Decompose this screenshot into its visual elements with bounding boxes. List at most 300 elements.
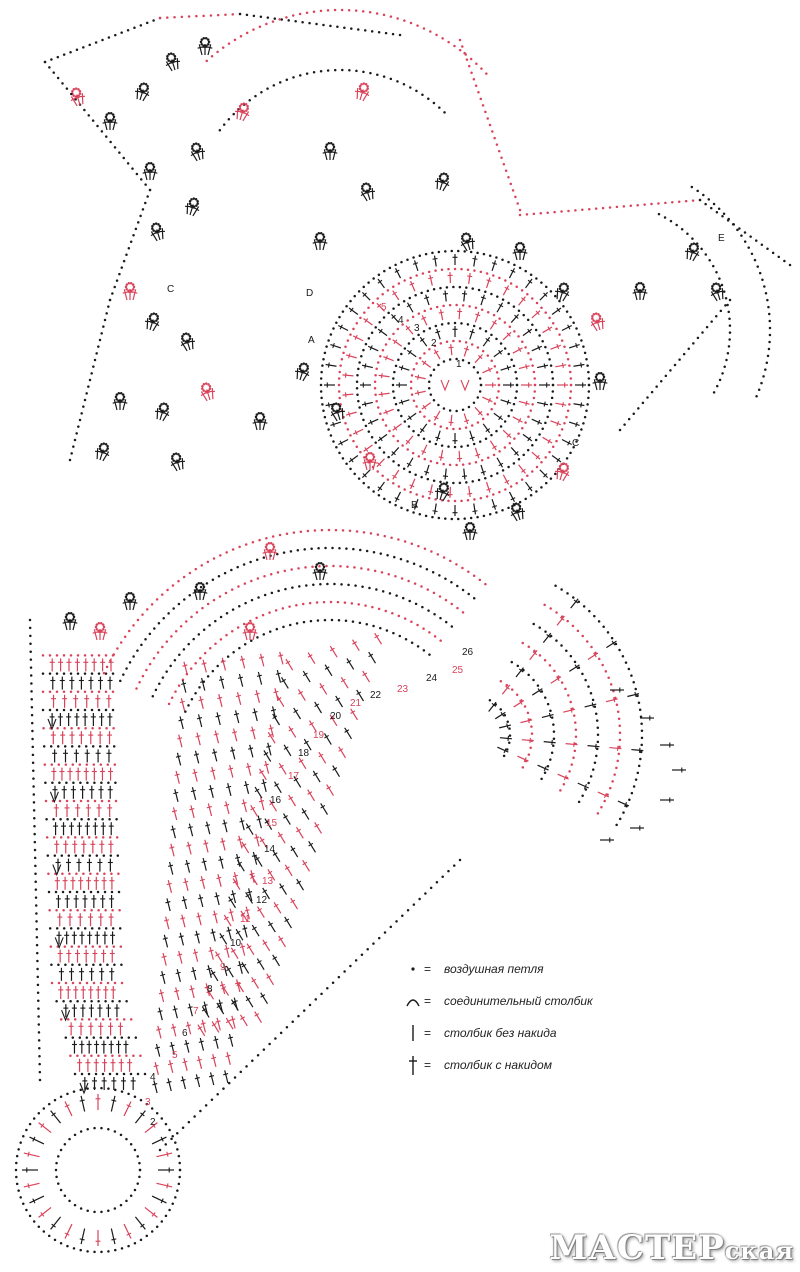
chain-stitch xyxy=(559,287,562,290)
double-crochet-stitch xyxy=(198,1056,201,1069)
double-crochet-bar xyxy=(228,768,233,769)
watermark-logo xyxy=(550,1228,794,1268)
chain-stitch xyxy=(59,800,62,803)
chain-stitch xyxy=(65,1036,68,1039)
chain-stitch xyxy=(295,604,298,607)
chain-stitch xyxy=(449,409,452,412)
chain-stitch xyxy=(400,507,403,510)
double-crochet-bar xyxy=(191,790,196,791)
chain-stitch xyxy=(413,903,416,906)
chain-stitch xyxy=(335,529,338,532)
chain-stitch xyxy=(100,982,103,985)
double-crochet-bar xyxy=(202,592,207,593)
legend-equals: = xyxy=(424,962,432,976)
chain-stitch xyxy=(449,358,452,361)
chain-stitch xyxy=(178,684,181,687)
row-number-label: 4 xyxy=(398,315,404,326)
chain-stitch xyxy=(363,183,366,186)
chain-stitch xyxy=(669,369,672,372)
chain-stitch xyxy=(54,1099,57,1102)
chain-stitch xyxy=(96,854,99,857)
chain-stitch xyxy=(510,409,513,412)
double-crochet-bar xyxy=(278,655,283,656)
double-crochet-stitch xyxy=(550,421,560,425)
chain-stitch xyxy=(530,409,533,412)
chain-stitch xyxy=(107,1128,110,1131)
chain-stitch xyxy=(544,659,547,662)
chain-stitch xyxy=(376,12,379,15)
chain-stitch xyxy=(443,407,446,410)
chain-stitch xyxy=(492,493,495,496)
chain-stitch xyxy=(664,216,667,219)
double-crochet-stitch xyxy=(255,787,262,798)
double-crochet-stitch xyxy=(193,967,196,980)
double-crochet-stitch xyxy=(199,44,202,55)
chain-stitch xyxy=(395,403,398,406)
chain-stitch xyxy=(725,359,728,362)
chain-stitch xyxy=(100,1211,103,1214)
chain-stitch xyxy=(412,511,415,514)
chain-stitch xyxy=(74,439,77,442)
chain-stitch xyxy=(91,727,94,730)
chain-stitch xyxy=(131,167,134,170)
chain-stitch xyxy=(198,633,201,636)
chain-stitch xyxy=(98,709,101,712)
double-crochet-stitch xyxy=(606,699,618,702)
chain-stitch xyxy=(314,529,317,532)
chain-stitch xyxy=(34,880,37,883)
double-crochet-bar xyxy=(172,811,177,812)
double-crochet-stitch xyxy=(277,696,284,707)
chain-stitch xyxy=(635,778,638,781)
chain-stitch xyxy=(253,15,256,18)
chain-stitch xyxy=(445,621,448,624)
double-crochet-stitch xyxy=(221,676,224,689)
chain-stitch xyxy=(517,665,520,668)
chain-stitch xyxy=(74,1204,77,1207)
double-crochet-stitch xyxy=(399,400,409,403)
chain-stitch xyxy=(95,628,98,631)
double-crochet-stitch xyxy=(280,652,283,665)
double-crochet-bar xyxy=(382,373,383,378)
chain-stitch xyxy=(758,388,761,391)
chain-stitch xyxy=(486,272,489,275)
double-crochet-bar xyxy=(132,292,137,293)
double-crochet-stitch xyxy=(210,785,213,798)
chain-stitch xyxy=(139,215,142,218)
double-crochet-stitch xyxy=(175,789,178,802)
double-crochet-stitch xyxy=(437,488,438,499)
chain-stitch xyxy=(642,283,645,286)
chain-stitch xyxy=(490,408,493,411)
chain-stitch xyxy=(65,982,68,985)
chain-stitch xyxy=(417,434,420,437)
chain-stitch xyxy=(568,364,571,367)
chain-stitch xyxy=(555,639,558,642)
chain-stitch xyxy=(387,478,390,481)
chain-stitch xyxy=(548,451,551,454)
chain-stitch xyxy=(356,393,359,396)
chain-stitch xyxy=(105,691,108,694)
double-crochet-stitch xyxy=(368,419,378,423)
chain-stitch xyxy=(151,603,154,606)
chain-stitch xyxy=(44,61,47,64)
chain-stitch xyxy=(516,384,519,387)
chain-stitch xyxy=(128,630,131,633)
row-number-label: 10 xyxy=(230,938,242,949)
chain-stitch xyxy=(125,253,128,256)
chain-stitch xyxy=(60,836,63,839)
chain-stitch xyxy=(134,1189,137,1192)
double-crochet-bar xyxy=(163,938,168,939)
chain-stitch xyxy=(412,338,415,341)
chain-stitch xyxy=(118,273,121,276)
chain-stitch xyxy=(114,1036,117,1039)
chain-stitch xyxy=(725,297,728,300)
double-crochet-stitch xyxy=(481,465,484,475)
double-crochet-stitch xyxy=(201,876,204,889)
double-crochet-bar xyxy=(481,471,486,473)
chain-stitch xyxy=(115,800,118,803)
chain-stitch xyxy=(353,566,356,569)
chain-stitch xyxy=(156,598,159,601)
chain-stitch xyxy=(602,625,605,628)
chain-stitch xyxy=(623,205,626,208)
chain-stitch xyxy=(353,295,356,298)
chain-stitch xyxy=(496,396,499,399)
chain-stitch xyxy=(62,1000,65,1003)
chain-stitch xyxy=(357,28,360,31)
chain-stitch xyxy=(35,904,38,907)
double-crochet-stitch xyxy=(274,902,281,913)
double-crochet-bar xyxy=(481,297,486,299)
chain-stitch xyxy=(410,381,413,384)
chain-stitch xyxy=(603,800,606,803)
double-crochet-stitch xyxy=(124,289,127,300)
increase-stitch xyxy=(461,380,469,390)
double-crochet-bar xyxy=(233,875,238,876)
chain-stitch xyxy=(268,611,271,614)
double-crochet-stitch xyxy=(435,256,437,267)
double-crochet-stitch xyxy=(212,929,215,942)
double-crochet-bar xyxy=(433,511,438,512)
chain-stitch xyxy=(55,1162,58,1165)
chain-stitch xyxy=(515,286,518,289)
double-crochet-stitch xyxy=(239,674,242,687)
chain-stitch xyxy=(211,1099,214,1102)
chain-stitch xyxy=(123,396,126,399)
chain-stitch xyxy=(381,474,384,477)
chain-stitch xyxy=(638,282,641,285)
chain-stitch xyxy=(478,289,481,292)
double-crochet-stitch xyxy=(97,448,98,459)
chain-stitch xyxy=(378,31,381,34)
chain-stitch xyxy=(462,463,465,466)
double-crochet-bar xyxy=(182,1061,187,1062)
chain-stitch xyxy=(410,387,413,390)
chain-stitch xyxy=(124,635,127,638)
double-crochet-bar xyxy=(243,632,248,633)
chain-stitch xyxy=(114,782,117,785)
chain-stitch xyxy=(138,681,141,684)
chain-stitch xyxy=(630,205,633,208)
chain-stitch xyxy=(462,359,465,362)
chain-stitch xyxy=(566,310,569,313)
chain-stitch xyxy=(430,887,433,890)
chain-stitch xyxy=(453,864,456,867)
chain-stitch xyxy=(263,575,266,578)
double-crochet-bar xyxy=(255,693,260,694)
chain-stitch xyxy=(118,909,121,912)
chain-stitch xyxy=(74,836,77,839)
chain-stitch xyxy=(299,367,302,370)
double-crochet-stitch xyxy=(252,977,259,988)
chain-stitch xyxy=(359,317,362,320)
chain-stitch xyxy=(101,39,104,42)
chain-stitch xyxy=(506,720,509,723)
chain-stitch xyxy=(68,873,71,876)
double-crochet-stitch xyxy=(408,303,414,313)
double-crochet-stitch xyxy=(544,742,556,743)
chain-stitch xyxy=(461,45,464,48)
double-crochet-bar xyxy=(196,736,201,737)
chain-stitch xyxy=(477,396,480,399)
double-crochet-bar xyxy=(171,1027,176,1028)
chain-stitch xyxy=(175,452,178,455)
double-crochet-bar xyxy=(72,622,77,623)
chain-stitch xyxy=(136,649,139,652)
chain-stitch xyxy=(435,443,438,446)
chain-stitch xyxy=(402,597,405,600)
chain-stitch xyxy=(598,372,601,375)
chain-stitch xyxy=(531,403,534,406)
chain-stitch xyxy=(63,727,66,730)
double-crochet-stitch xyxy=(503,285,508,295)
chain-stitch xyxy=(127,1093,130,1096)
chain-stitch xyxy=(85,964,88,967)
double-crochet-bar xyxy=(238,964,243,965)
chain-stitch xyxy=(454,322,457,325)
chain-stitch xyxy=(582,345,585,348)
chain-stitch xyxy=(372,942,375,945)
double-crochet-bar xyxy=(250,730,255,731)
double-crochet-bar xyxy=(224,948,229,949)
chain-stitch xyxy=(760,382,763,385)
chain-stitch xyxy=(248,622,251,625)
chain-stitch xyxy=(105,449,108,452)
chain-stitch xyxy=(479,390,482,393)
chain-stitch xyxy=(378,273,381,276)
chain-stitch xyxy=(140,24,143,27)
chain-stitch xyxy=(72,1036,75,1039)
chain-stitch xyxy=(423,649,426,652)
double-crochet-stitch xyxy=(114,399,117,410)
chain-stitch xyxy=(566,592,569,595)
chain-stitch xyxy=(374,374,377,377)
double-crochet-stitch xyxy=(227,966,234,977)
double-crochet-bar xyxy=(213,914,218,915)
double-crochet-bar xyxy=(191,970,196,971)
chain-stitch xyxy=(365,343,368,346)
chain-stitch xyxy=(188,1121,191,1124)
chain-stitch xyxy=(387,289,390,292)
chain-stitch xyxy=(460,500,463,503)
double-crochet-stitch xyxy=(183,680,186,693)
chain-stitch xyxy=(72,982,75,985)
chain-stitch xyxy=(475,307,478,310)
chain-stitch xyxy=(429,30,432,33)
chain-stitch xyxy=(559,789,562,792)
chain-stitch xyxy=(64,945,67,948)
chain-stitch xyxy=(193,143,196,146)
chain-stitch xyxy=(513,403,516,406)
double-crochet-bar xyxy=(470,437,475,439)
chain-stitch xyxy=(42,691,45,694)
chain-stitch xyxy=(135,228,138,231)
chain-stitch xyxy=(407,909,410,912)
chain-stitch xyxy=(66,87,69,90)
double-crochet-stitch xyxy=(562,439,572,444)
double-crochet-stitch xyxy=(275,782,282,793)
chain-stitch xyxy=(553,670,556,673)
chain-stitch xyxy=(432,571,435,574)
chain-stitch xyxy=(473,498,476,501)
chain-stitch xyxy=(560,463,563,466)
double-crochet-stitch xyxy=(482,368,492,372)
chain-stitch xyxy=(388,430,391,433)
chain-stitch xyxy=(364,604,367,607)
double-crochet-stitch xyxy=(475,448,478,458)
chain-stitch xyxy=(546,416,549,419)
chain-stitch xyxy=(347,428,350,431)
chain-stitch xyxy=(171,696,174,699)
chain-stitch xyxy=(138,1176,141,1179)
chain-stitch xyxy=(93,763,96,766)
chain-stitch xyxy=(135,1036,138,1039)
chain-stitch xyxy=(549,758,552,761)
double-crochet-bar xyxy=(443,476,448,477)
chain-stitch xyxy=(544,422,547,425)
chain-stitch xyxy=(486,495,489,498)
chain-stitch xyxy=(443,556,446,559)
double-crochet-stitch xyxy=(253,852,256,865)
chain-stitch xyxy=(453,45,456,48)
chain-stitch xyxy=(768,341,771,344)
chain-stitch xyxy=(418,898,421,901)
chain-stitch xyxy=(360,412,363,415)
double-crochet-stitch xyxy=(543,437,552,443)
chain-stitch xyxy=(641,730,644,733)
chain-stitch xyxy=(132,283,135,286)
double-crochet-stitch xyxy=(519,401,530,404)
chain-stitch xyxy=(574,661,577,664)
chain-stitch xyxy=(107,763,110,766)
chain-stitch xyxy=(38,1225,41,1228)
chain-stitch xyxy=(521,478,524,481)
chain-stitch xyxy=(535,439,538,442)
chain-stitch xyxy=(460,268,463,271)
chain-stitch xyxy=(70,727,73,730)
chain-stitch xyxy=(143,82,146,85)
chain-stitch xyxy=(174,55,177,58)
double-crochet-stitch xyxy=(294,708,301,719)
chain-stitch xyxy=(708,259,711,262)
chain-stitch xyxy=(107,782,110,785)
chain-stitch xyxy=(504,321,507,324)
chain-stitch xyxy=(533,377,536,380)
chain-stitch xyxy=(732,223,735,226)
chain-stitch xyxy=(92,945,95,948)
chain-stitch xyxy=(688,348,691,351)
chain-stitch xyxy=(73,616,76,619)
chain-stitch xyxy=(199,657,202,660)
double-crochet-bar xyxy=(234,714,239,715)
double-crochet-bar xyxy=(80,1239,85,1240)
chain-stitch xyxy=(106,666,109,669)
chain-stitch xyxy=(515,248,518,251)
double-crochet-stitch xyxy=(225,1070,228,1083)
chain-stitch xyxy=(406,560,409,563)
double-crochet-bar xyxy=(179,720,184,721)
chain-stitch xyxy=(63,53,66,56)
chain-stitch xyxy=(181,337,184,340)
chain-stitch xyxy=(371,30,374,32)
double-crochet-bar xyxy=(183,665,188,666)
chain-stitch xyxy=(90,1000,93,1003)
chain-stitch xyxy=(443,482,446,485)
chain-stitch xyxy=(636,204,639,207)
chain-stitch xyxy=(31,706,34,709)
double-crochet-bar xyxy=(322,572,327,573)
chain-stitch xyxy=(696,245,699,248)
chain-stitch xyxy=(90,1055,93,1058)
double-crochet-stitch xyxy=(211,970,218,981)
chain-stitch xyxy=(230,569,233,572)
chain-stitch xyxy=(349,965,352,968)
chain-stitch xyxy=(439,177,442,180)
double-crochet-bar xyxy=(186,845,191,846)
row-number-label: 3 xyxy=(145,1097,151,1108)
chain-stitch xyxy=(188,594,191,597)
chain-stitch xyxy=(500,156,503,159)
chain-stitch xyxy=(382,349,385,352)
chain-stitch xyxy=(88,1073,91,1076)
chain-stitch xyxy=(527,352,530,355)
double-crochet-bar xyxy=(174,991,179,992)
double-crochet-bar xyxy=(181,1080,186,1081)
chain-stitch xyxy=(424,458,427,461)
chain-stitch xyxy=(101,818,104,821)
chain-stitch xyxy=(203,628,206,631)
double-crochet-bar xyxy=(424,297,429,299)
chain-stitch xyxy=(352,328,355,331)
double-crochet-stitch xyxy=(603,379,606,390)
chain-stitch xyxy=(581,673,584,676)
chain-stitch xyxy=(172,607,175,610)
double-crochet-stitch xyxy=(618,801,629,806)
chain-stitch xyxy=(212,578,215,581)
chain-stitch xyxy=(332,440,335,443)
chain-stitch xyxy=(619,818,622,821)
chain-stitch xyxy=(344,422,347,425)
chain-stitch xyxy=(513,330,516,333)
double-crochet-stitch xyxy=(174,1006,177,1019)
chain-stitch xyxy=(580,428,583,431)
chain-stitch xyxy=(565,289,568,292)
chain-stitch xyxy=(99,745,102,748)
double-crochet-bar xyxy=(462,294,467,295)
chain-stitch xyxy=(510,282,513,285)
